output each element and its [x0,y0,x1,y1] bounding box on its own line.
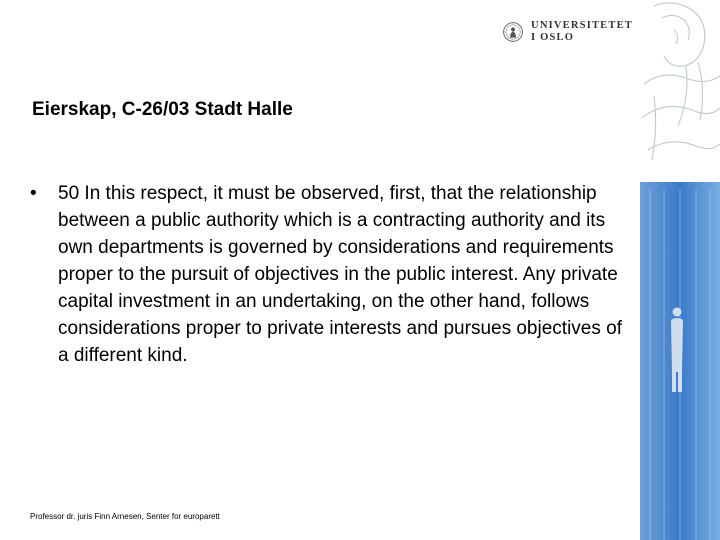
university-name-line1: UNIVERSITETET [531,20,633,31]
university-name-line2: I OSLO [531,32,575,43]
university-name [531,20,633,44]
university-logo [503,14,633,50]
bullet-text: 50 In this respect, it must be observed, first, that the relationship between a public authority which is a contracting authority and its own departments is governed by considerations and requirements proper to the pursuit of objectives in the public interest. Any private capital investment in an undertaking, on the other hand, follows considerations proper to private interests and pursues objectives of a different kind. [58,183,622,366]
bullet-item [30,180,630,369]
footer-text: Professor dr. juris Finn Arnesen, Senter for europarett [30,512,220,521]
bullet-marker: • [30,183,37,204]
slide-title: Eierskap, C-26/03 Stadt Halle [32,99,293,120]
statue-illustration [640,0,720,540]
university-seal-icon [503,16,523,48]
